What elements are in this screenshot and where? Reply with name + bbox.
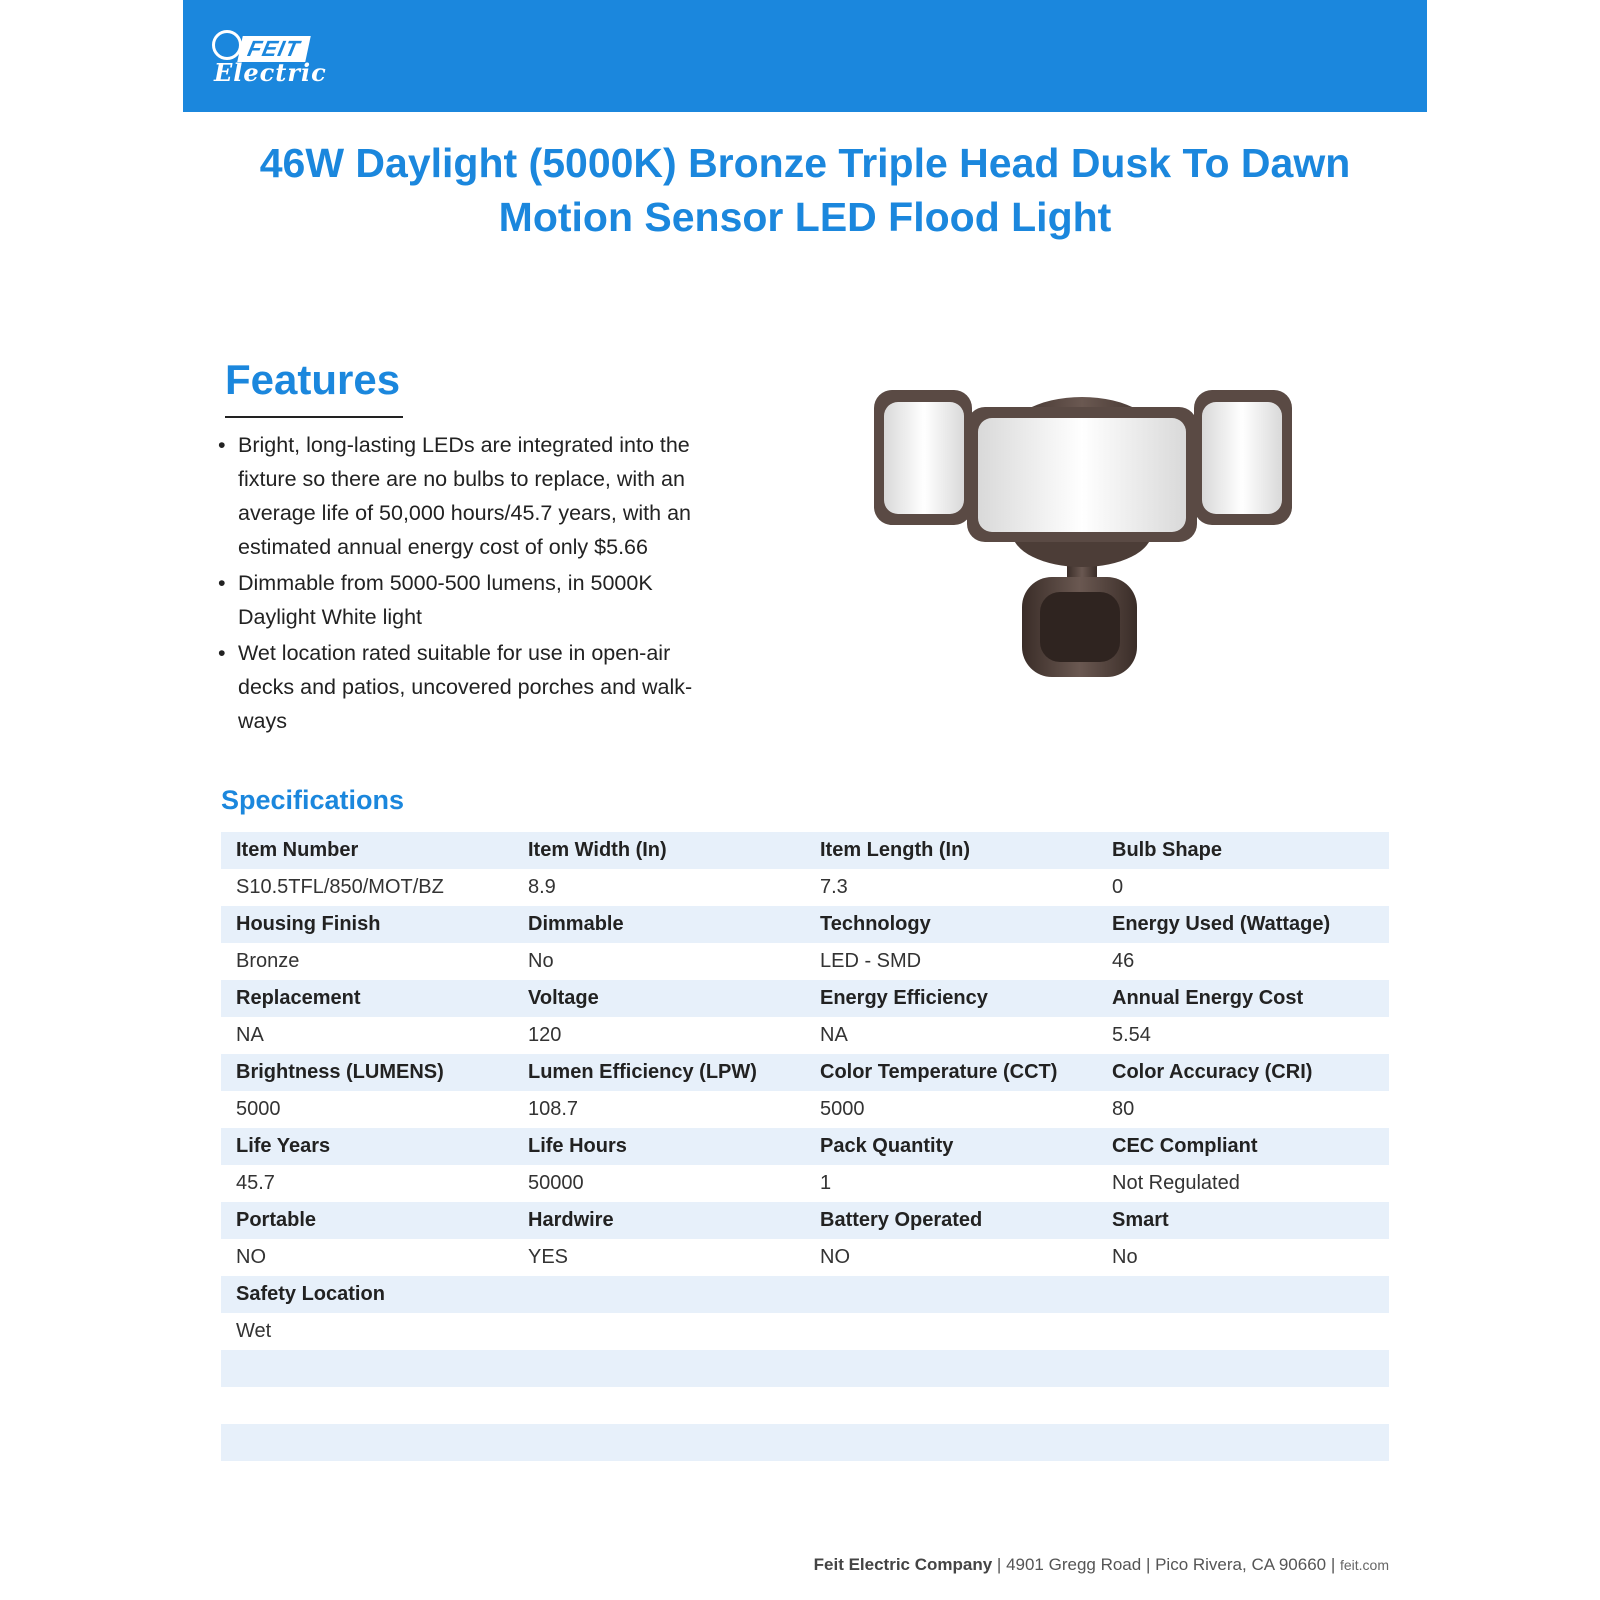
spec-value: 80	[1112, 1098, 1135, 1120]
spec-value: Not Regulated	[1112, 1172, 1240, 1194]
title-line-2: Motion Sensor LED Flood Light	[498, 194, 1112, 240]
spec-value-row	[221, 943, 1389, 980]
spec-label-row	[221, 1202, 1389, 1239]
spec-value: 46	[1112, 950, 1135, 972]
spec-label: Hardwire	[528, 1209, 614, 1231]
spec-value-row	[221, 1091, 1389, 1128]
spec-label: Brightness (LUMENS)	[236, 1061, 444, 1083]
spec-value: NO	[820, 1246, 850, 1268]
spec-label: Smart	[1112, 1209, 1169, 1231]
spec-label: Voltage	[528, 987, 599, 1009]
spec-value: 45.7	[236, 1172, 275, 1194]
spec-label: Energy Efficiency	[820, 987, 988, 1009]
spec-label: Battery Operated	[820, 1209, 983, 1231]
footer-website-link[interactable]: feit.com	[1339, 1557, 1389, 1573]
spec-value-row	[221, 1461, 1389, 1498]
spec-label: Color Accuracy (CRI)	[1112, 1061, 1313, 1083]
spec-label: Replacement	[236, 987, 361, 1009]
spec-label: Bulb Shape	[1112, 839, 1223, 861]
spec-label: Pack Quantity	[820, 1135, 954, 1157]
title-line-1: 46W Daylight (5000K) Bronze Triple Head Dusk To Dawn	[259, 140, 1351, 186]
spec-value: 5.54	[1112, 1024, 1151, 1046]
spec-label: Item Length (In)	[820, 839, 970, 861]
header-band	[183, 0, 1427, 112]
spec-label-row	[221, 1054, 1389, 1091]
spec-label: Safety Location	[236, 1283, 385, 1305]
spec-label: Housing Finish	[236, 913, 381, 935]
spec-value-row	[221, 1387, 1389, 1424]
spec-value: NO	[236, 1246, 266, 1268]
spec-value: NA	[820, 1024, 848, 1046]
features-list	[218, 428, 718, 740]
feature-item: • Dimmable from 5000-500 lumens, in 5000K Daylight White light	[218, 566, 718, 634]
spec-label: Energy Used (Wattage)	[1112, 913, 1331, 935]
spec-value-row	[221, 1017, 1389, 1054]
spec-label: Color Temperature (CCT)	[820, 1061, 1058, 1083]
spec-label-row	[221, 1276, 1389, 1313]
spec-value-row	[221, 1239, 1389, 1276]
spec-label: Life Hours	[528, 1135, 627, 1157]
spec-label: Technology	[820, 913, 931, 935]
spec-value: 0	[1112, 876, 1124, 898]
spec-value: 120	[528, 1024, 562, 1046]
spec-label: Annual Energy Cost	[1112, 987, 1304, 1009]
footer-address: | 4901 Gregg Road | Pico Rivera, CA 90660 |	[992, 1555, 1340, 1574]
spec-value: 50000	[528, 1172, 584, 1194]
feature-item: • Wet location rated suitable for use in open-air decks and patios, uncovered porches and walk-ways	[218, 636, 718, 738]
spec-value: YES	[528, 1246, 569, 1268]
spec-label-row	[221, 1350, 1389, 1387]
spec-value: NA	[236, 1024, 264, 1046]
spec-label-row	[221, 1128, 1389, 1165]
spec-value: No	[528, 950, 554, 972]
flood-light-product-image	[872, 382, 1302, 692]
spec-value-row	[221, 869, 1389, 906]
spec-label: Life Years	[236, 1135, 331, 1157]
specifications-heading: Specifications	[221, 785, 405, 815]
spec-value: Bronze	[236, 950, 300, 972]
spec-label: Item Width (In)	[528, 839, 667, 861]
spec-label-row	[221, 1424, 1389, 1461]
footer-company: Feit Electric Company	[813, 1555, 993, 1574]
features-heading: Features	[225, 356, 401, 403]
spec-value: 5000	[820, 1098, 865, 1120]
spec-label: CEC Compliant	[1112, 1135, 1258, 1157]
spec-value: 1	[820, 1172, 832, 1194]
features-underline	[225, 416, 403, 418]
spec-label-row	[221, 980, 1389, 1017]
feit-electric-logo	[212, 30, 362, 90]
spec-label: Dimmable	[528, 913, 624, 935]
specifications-table	[221, 832, 1389, 1498]
spec-label: Portable	[236, 1209, 317, 1231]
spec-value: 8.9	[528, 876, 556, 898]
spec-value: 7.3	[820, 876, 848, 898]
item-number-link[interactable]: S10.5TFL/850/MOT/BZ	[236, 876, 444, 898]
spec-value: LED - SMD	[820, 950, 922, 972]
logo-electric-text: Electric	[214, 58, 327, 87]
page-title	[183, 136, 1427, 244]
logo-feit-text: FEIT	[237, 36, 310, 62]
spec-label-row	[221, 906, 1389, 943]
spec-value: 5000	[236, 1098, 281, 1120]
feature-item: • Bright, long-lasting LEDs are integrated into the fixture so there are no bulbs to replace, with an average life of 50,000 hours/45.7 years, with an estimated annual energy cost of only $5.66	[218, 428, 718, 564]
spec-value-row	[221, 1165, 1389, 1202]
spec-label-row	[221, 832, 1389, 869]
spec-label: Item Number	[236, 839, 359, 861]
spec-value: Wet	[236, 1320, 272, 1342]
footer	[814, 1555, 1389, 1575]
spec-value: 108.7	[528, 1098, 579, 1120]
spec-value-row	[221, 1313, 1389, 1350]
spec-label: Lumen Efficiency (LPW)	[528, 1061, 757, 1083]
spec-value: No	[1112, 1246, 1138, 1268]
